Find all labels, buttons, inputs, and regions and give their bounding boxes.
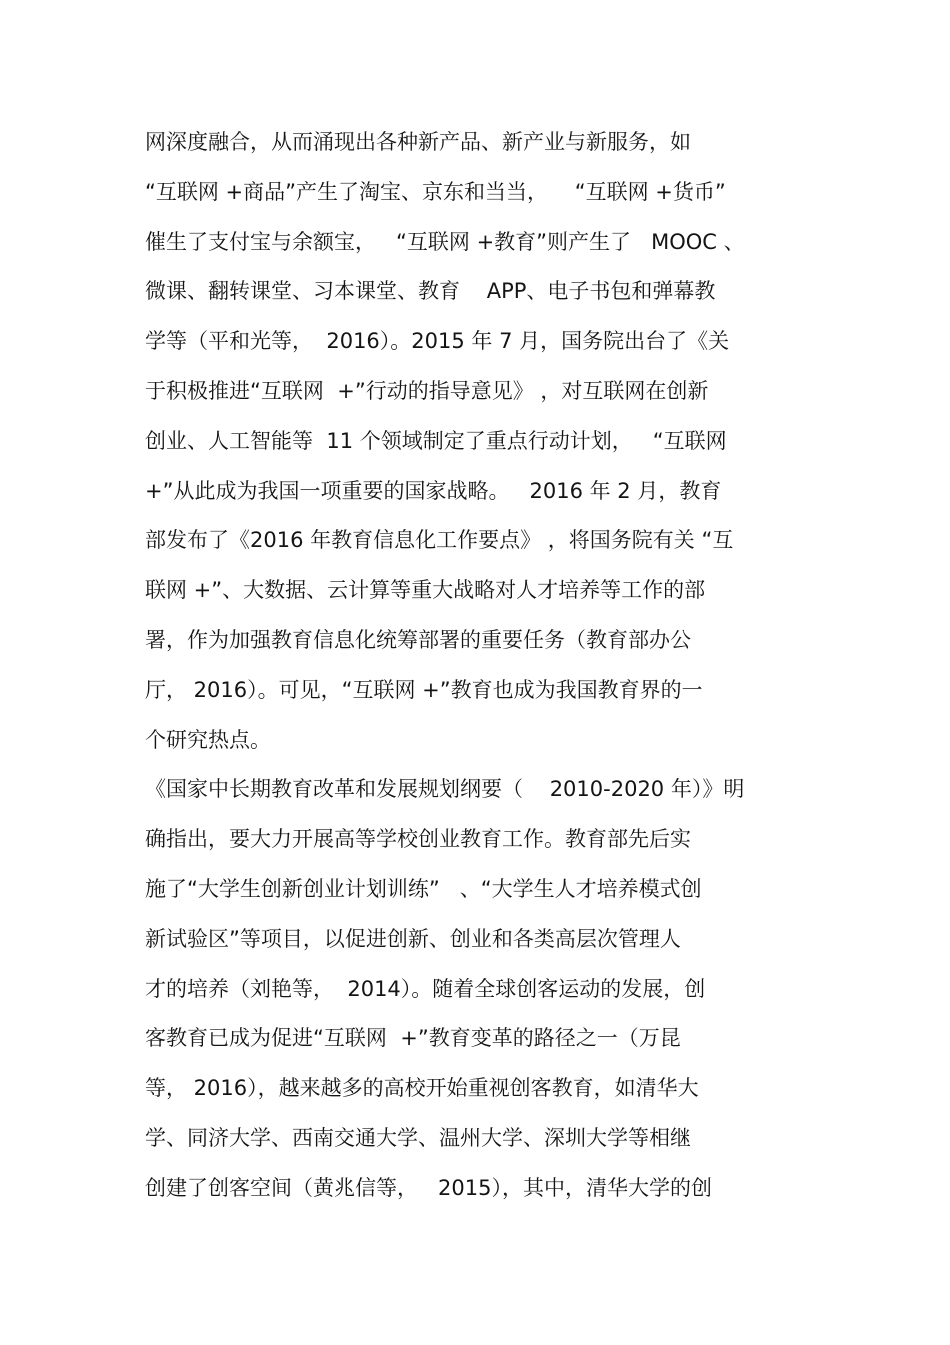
text-line: 网深度融合，从而涌现出各种新产品、新产业与新服务，如 — [145, 130, 691, 154]
text-line: 部发布了《2016 年教育信息化工作要点》 ，将国务院有关 “互 — [145, 528, 734, 553]
text-line: 学、同济大学、西南交通大学、温州大学、深圳大学等相继 — [145, 1125, 691, 1150]
text-line: 厅， 2016）。可见，“互联网 +”教育也成为我国教育界的一 — [145, 677, 703, 702]
text-line: “互联网 +商品”产生了淘宝、京东和当当， “互联网 +货币” — [145, 179, 726, 204]
text-line: 个研究热点。 — [145, 727, 271, 752]
body-text — [145, 124, 825, 1220]
text-line: 客教育已成为促进“互联网 +”教育变革的路径之一（万昆 — [145, 1026, 681, 1051]
text-line: 施了“大学生创新创业计划训练” 、“大学生人才培养模式创 — [145, 876, 702, 901]
text-line: 学等（平和光等， 2016）。2015 年 7 月，国务院出台了《关 — [145, 329, 730, 354]
text-line: 于积极推进“互联网 +”行动的指导意见》 ，对互联网在创新 — [145, 378, 709, 403]
text-line: 等， 2016），越来越多的高校开始重视创客教育，如清华大 — [145, 1076, 699, 1101]
text-line: 确指出，要大力开展高等学校创业教育工作。教育部先后实 — [145, 827, 691, 852]
text-line: 署，作为加强教育信息化统筹部署的重要任务（教育部办公 — [145, 627, 691, 652]
text-line: 创业、人工智能等 11 个领域制定了重点行动计划， “互联网 — [145, 428, 727, 453]
text-line: 微课、翻转课堂、习本课堂、教育 APP、电子书包和弹幕教 — [145, 279, 716, 304]
text-line: 《国家中长期教育改革和发展规划纲要（ 2010-2020 年）》明 — [145, 777, 745, 802]
text-line: 联网 +”、大数据、云计算等重大战略对人才培养等工作的部 — [145, 578, 706, 603]
text-line: 创建了创客空间（黄兆信等， 2015），其中，清华大学的创 — [145, 1175, 712, 1200]
text-line: 催生了支付宝与余额宝， “互联网 +教育”则产生了 MOOC 、 — [145, 229, 745, 254]
text-line: 才的培养（刘艳等， 2014）。随着全球创客运动的发展，创 — [145, 976, 706, 1001]
text-line: +”从此成为我国一项重要的国家战略。 2016 年 2 月，教育 — [145, 478, 722, 503]
text-line: 新试验区”等项目，以促进创新、创业和各类高层次管理人 — [145, 926, 681, 951]
